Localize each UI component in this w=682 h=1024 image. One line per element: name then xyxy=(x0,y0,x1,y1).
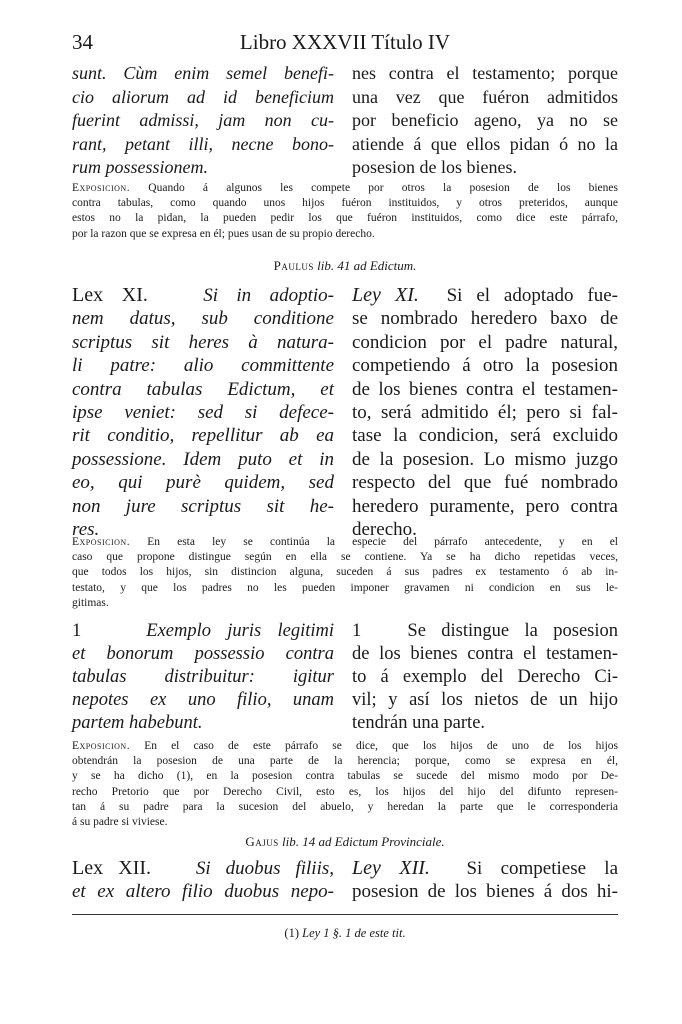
exposicion-line: En esta ley se continúa la especie del párrafo antecedente, y en el xyxy=(147,536,618,548)
citation xyxy=(72,258,618,274)
spanish-line: nes contra el testamento; porque xyxy=(352,63,618,83)
spanish-line: una vez que fuéron admitidos xyxy=(352,86,618,107)
latin-line: Si duobus filiis, xyxy=(195,858,335,879)
section-continuation xyxy=(72,62,618,180)
lex-xi-section xyxy=(72,284,618,544)
spanish-line: de la posesion. Lo mismo juzgo xyxy=(352,448,618,470)
latin-column xyxy=(72,62,334,180)
latin-line: rum possessionem. xyxy=(72,157,209,177)
spanish-column xyxy=(352,284,618,541)
latin-column xyxy=(72,620,334,735)
ley-label: Ley XI. xyxy=(352,284,419,306)
latin-line: li patre: alio committente xyxy=(72,355,334,377)
paragraph-number: 1 xyxy=(352,621,362,641)
exposicion-label: Exposicion. xyxy=(72,182,131,194)
paragraph-1-section xyxy=(72,620,618,738)
spanish-line: tase la condicion, será excluido xyxy=(352,425,618,447)
citation-author: Paulus xyxy=(273,258,314,273)
exposicion-line: testato, y que los padres no les pueden imponer gravamen ni condicion en sus le- xyxy=(72,581,618,594)
exposicion-line: tan á su padre para la sucesion del abuelo, y heredan la parte que le corresponderia xyxy=(72,800,618,813)
exposicion-line: En el caso de este párrafo se dice, que los hijos de uno de los hijos xyxy=(144,740,618,752)
exposicion-line: que todos los hijos, sin distincion alguna, suceden á sus padres ex testamento ó ab in- xyxy=(72,566,618,579)
spanish-line: competiendo á otro la posesion xyxy=(352,355,618,377)
citation xyxy=(72,834,618,850)
spanish-line: Se distingue la posesion xyxy=(407,621,618,641)
spanish-line: de los bienes contra el testamen- xyxy=(352,378,618,400)
exposicion-line: Quando á algunos les compete por otros la posesion de los bienes xyxy=(148,182,618,194)
latin-line: res. xyxy=(72,519,100,541)
exposicion-line: recho Pretorio que por Derecho Civil, esto es, los hijos del hijo del difunto represen- xyxy=(72,785,618,798)
paragraph-number: 1 xyxy=(72,621,82,641)
latin-column xyxy=(72,857,334,903)
spanish-line: Si el adoptado fue- xyxy=(446,285,618,306)
spanish-line: posesion de los bienes. xyxy=(352,157,517,177)
exposicion-line: gitimas. xyxy=(72,596,109,609)
latin-line: eo, qui purè quidem, sed xyxy=(72,472,334,494)
latin-line: non jure scriptus sit he- xyxy=(72,495,334,517)
spanish-line: se nombrado heredero baxo de xyxy=(352,308,618,330)
latin-line: tabulas distribuitur: igitur xyxy=(72,667,334,687)
exposicion-label: Exposicion. xyxy=(72,536,131,548)
latin-line: Exemplo juris legitimi xyxy=(146,621,334,641)
spanish-line: atiende á que ellos pidan ó no la xyxy=(352,133,618,154)
spanish-line: heredero puramente, pero contra xyxy=(352,495,618,517)
spanish-line: tendrán una parte. xyxy=(352,713,486,733)
page-header xyxy=(72,30,618,56)
latin-line: nem datus, sub conditione xyxy=(72,308,334,330)
citation-author: Gajus xyxy=(245,834,279,849)
spanish-line: derecho. xyxy=(352,519,417,541)
latin-line: cio aliorum ad id beneficium xyxy=(72,86,334,107)
latin-line: possessione. Idem puto et in xyxy=(72,448,334,470)
exposicion-paragraph xyxy=(72,181,618,242)
latin-line: et bonorum possessio contra xyxy=(72,644,334,664)
page-number: 34 xyxy=(72,30,93,54)
exposicion-line: obtendrán la posesion de una parte de la herencia; porque, como se expresa en él, xyxy=(72,755,618,768)
citation-source: lib. 41 ad Edictum. xyxy=(317,258,417,273)
lex-label: Lex XII. xyxy=(72,857,152,879)
spanish-column xyxy=(352,620,618,735)
ley-label: Ley XII. xyxy=(352,857,430,879)
exposicion-line: contra tabulas, como quando unos hijos fuéron instituidos, y otros preteridos, aunque xyxy=(72,197,618,210)
footnote-mark: (1) xyxy=(284,926,299,940)
spanish-line: condicion por el padre natural, xyxy=(352,331,618,353)
exposicion-line: y se ha dicho (1), en la posesion contra tabulas se sucede del mismo modo por De- xyxy=(72,770,618,783)
spanish-line: de los bienes contra el testamen- xyxy=(352,644,618,664)
footnote xyxy=(72,926,618,941)
latin-line: ipse veniet: sed si defece- xyxy=(72,402,334,424)
latin-line: et ex altero filio duobus nepo- xyxy=(72,881,334,902)
spanish-line: Si competiese la xyxy=(466,858,619,879)
footnote-text: Ley 1 §. 1 de este tit. xyxy=(302,926,406,940)
exposicion-line: por la razon que se expresa en él; pues usan de su propio derecho. xyxy=(72,227,375,240)
latin-column xyxy=(72,284,334,541)
citation-source: lib. 14 ad Edictum Provinciale. xyxy=(281,834,445,849)
spanish-line: to, será admitido él; pero si fal- xyxy=(352,402,618,424)
latin-line: partem habebunt. xyxy=(72,713,203,733)
spanish-column xyxy=(352,62,618,180)
spanish-line: to á exemplo del Derecho Ci- xyxy=(352,667,618,687)
exposicion-line: á su padre si viviese. xyxy=(72,816,168,829)
latin-line: fuerint admissi, jam non cu- xyxy=(72,110,334,130)
exposicion-paragraph xyxy=(72,535,618,611)
latin-line: rant, petant illi, necne bono- xyxy=(72,133,334,154)
spanish-line: respecto del que fué nombrado xyxy=(352,472,618,494)
lex-label: Lex XI. xyxy=(72,284,148,306)
exposicion-line: estos no la pidan, la pueden pedir los que fuéron instituidos, como dice este párrafo, xyxy=(72,212,618,225)
spanish-line: por beneficio ageno, ya no se xyxy=(352,110,618,130)
spanish-line: posesion de los bienes á dos hi- xyxy=(352,881,618,902)
exposicion-label: Exposicion. xyxy=(72,740,131,752)
exposicion-line: caso que propone distingue según en ella se contiene. Ya se ha dicho repetidas veces, xyxy=(72,551,618,564)
spanish-column xyxy=(352,857,618,903)
latin-line: Si in adoptio- xyxy=(203,285,334,306)
latin-line: nepotes ex uno filio, unam xyxy=(72,690,334,710)
latin-line: sunt. Cùm enim semel benefi- xyxy=(72,63,334,83)
exposicion-paragraph xyxy=(72,739,618,830)
running-title: Libro XXXVII Título IV xyxy=(239,30,451,54)
latin-line: rit conditio, repellitur ab ea xyxy=(72,425,334,447)
lex-xii-section xyxy=(72,857,618,907)
latin-line: scriptus sit heres à natura- xyxy=(72,331,334,353)
latin-line: contra tabulas Edictum, et xyxy=(72,378,334,400)
spanish-line: vil; y así los nietos de un hijo xyxy=(352,690,618,710)
footnote-rule xyxy=(72,914,618,915)
